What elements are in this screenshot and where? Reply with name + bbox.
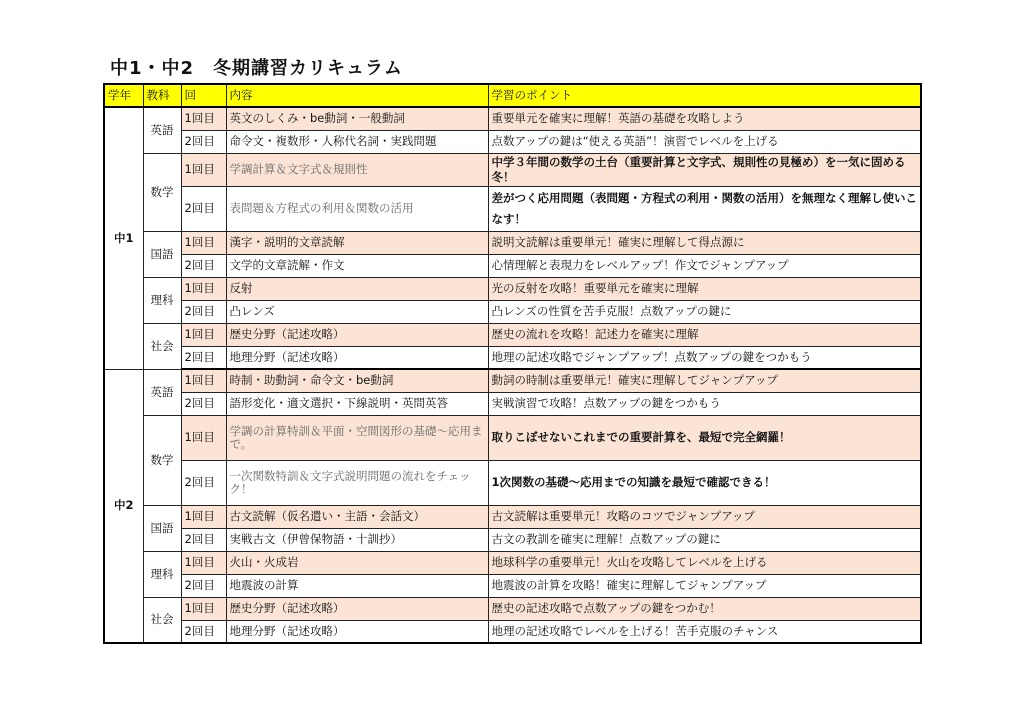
point-cell: 1次関数の基礎～応用までの知識を最短で確認できる！ xyxy=(488,460,921,505)
round-cell: 2回目 xyxy=(181,574,226,597)
header-row xyxy=(104,84,921,107)
point-cell: 地震波の計算を攻略！確実に理解してジャンプアップ xyxy=(488,574,921,597)
table-row xyxy=(104,392,921,415)
table-row xyxy=(104,107,921,130)
table-row xyxy=(104,460,921,505)
table-row xyxy=(104,551,921,574)
content-cell: 凸レンズ xyxy=(226,300,488,323)
table-row xyxy=(104,300,921,323)
point-cell: 古文の教訓を確実に理解！点数アップの鍵に xyxy=(488,528,921,551)
content-cell: 漢字・説明的文章読解 xyxy=(226,231,488,254)
round-cell: 2回目 xyxy=(181,186,226,231)
content-cell: 地理分野（記述攻略） xyxy=(226,346,488,369)
content-cell: 歴史分野（記述攻略） xyxy=(226,597,488,620)
point-cell: 説明文読解は重要単元！確実に理解して得点源に xyxy=(488,231,921,254)
round-cell: 1回目 xyxy=(181,597,226,620)
round-cell: 1回目 xyxy=(181,369,226,392)
header-grade: 学年 xyxy=(104,84,143,107)
point-cell: 光の反射を攻略！重要単元を確実に理解 xyxy=(488,277,921,300)
subject-cell: 数学 xyxy=(143,415,181,505)
subject-cell: 社会 xyxy=(143,597,181,643)
content-cell: 英文のしくみ・be動詞・一般動詞 xyxy=(226,107,488,130)
round-cell: 1回目 xyxy=(181,107,226,130)
round-cell: 2回目 xyxy=(181,346,226,369)
page-title: 中1・中2 冬期講習カリキュラム xyxy=(110,58,403,79)
round-cell: 2回目 xyxy=(181,620,226,643)
content-cell: 地理分野（記述攻略） xyxy=(226,620,488,643)
table-row xyxy=(104,130,921,153)
table-row xyxy=(104,620,921,643)
header-subject: 教科 xyxy=(143,84,181,107)
subject-cell: 英語 xyxy=(143,107,181,153)
table-row xyxy=(104,346,921,369)
table-row xyxy=(104,415,921,460)
point-cell: 中学３年間の数学の土台（重要計算と文字式、規則性の見極め）を一気に固める冬！ xyxy=(488,153,921,186)
content-cell: 表問題＆方程式の利用＆関数の活用 xyxy=(226,186,488,231)
point-cell: 地理の記述攻略でレベルを上げる！苦手克服のチャンス xyxy=(488,620,921,643)
round-cell: 1回目 xyxy=(181,277,226,300)
table-row xyxy=(104,186,921,231)
content-cell: 一次関数特訓＆文字式説明問題の流れをチェック！ xyxy=(226,460,488,505)
content-cell: 命令文・複数形・人称代名詞・実践問題 xyxy=(226,130,488,153)
point-cell: 点数アップの鍵は“使える英語”！演習でレベルを上げる xyxy=(488,130,921,153)
table-row xyxy=(104,505,921,528)
header-content: 内容 xyxy=(226,84,488,107)
round-cell: 2回目 xyxy=(181,460,226,505)
subject-cell: 国語 xyxy=(143,505,181,551)
round-cell: 1回目 xyxy=(181,415,226,460)
point-cell: 取りこぼせないこれまでの重要計算を、最短で完全網羅！ xyxy=(488,415,921,460)
content-cell: 学調計算＆文字式＆規則性 xyxy=(226,153,488,186)
table-row xyxy=(104,323,921,346)
point-cell: 実戦演習で攻略！点数アップの鍵をつかもう xyxy=(488,392,921,415)
content-cell: 実戦古文（伊曾保物語・十訓抄） xyxy=(226,528,488,551)
table-row xyxy=(104,277,921,300)
point-cell: 古文読解は重要単元！攻略のコツでジャンプアップ xyxy=(488,505,921,528)
content-cell: 時制・助動詞・命令文・be動詞 xyxy=(226,369,488,392)
table-row xyxy=(104,254,921,277)
round-cell: 1回目 xyxy=(181,551,226,574)
point-cell: 歴史の記述攻略で点数アップの鍵をつかむ！ xyxy=(488,597,921,620)
content-cell: 火山・火成岩 xyxy=(226,551,488,574)
subject-cell: 数学 xyxy=(143,153,181,231)
header-point: 学習のポイント xyxy=(488,84,921,107)
point-cell: 地理の記述攻略でジャンプアップ！点数アップの鍵をつかもう xyxy=(488,346,921,369)
round-cell: 1回目 xyxy=(181,505,226,528)
round-cell: 2回目 xyxy=(181,392,226,415)
content-cell: 反射 xyxy=(226,277,488,300)
table-row xyxy=(104,153,921,186)
point-cell: 歴史の流れを攻略！記述力を確実に理解 xyxy=(488,323,921,346)
grade-cell-chu2: 中2 xyxy=(104,369,143,643)
round-cell: 2回目 xyxy=(181,528,226,551)
round-cell: 1回目 xyxy=(181,231,226,254)
table-row xyxy=(104,597,921,620)
header-round: 回 xyxy=(181,84,226,107)
content-cell: 歴史分野（記述攻略） xyxy=(226,323,488,346)
point-cell: 差がつく応用問題（表問題・方程式の利用・関数の活用）を無理なく理解し使いこなす！ xyxy=(488,186,921,231)
round-cell: 2回目 xyxy=(181,130,226,153)
point-cell: 地球科学の重要単元！火山を攻略してレベルを上げる xyxy=(488,551,921,574)
point-cell: 心情理解と表現力をレベルアップ！作文でジャンプアップ xyxy=(488,254,921,277)
content-cell: 文学的文章読解・作文 xyxy=(226,254,488,277)
table-row xyxy=(104,369,921,392)
subject-cell: 理科 xyxy=(143,277,181,323)
grade-cell-chu1: 中1 xyxy=(104,107,143,369)
curriculum-table xyxy=(103,83,922,644)
table-row xyxy=(104,528,921,551)
content-cell: 地震波の計算 xyxy=(226,574,488,597)
subject-cell: 英語 xyxy=(143,369,181,415)
point-cell: 重要単元を確実に理解！英語の基礎を攻略しよう xyxy=(488,107,921,130)
round-cell: 1回目 xyxy=(181,323,226,346)
round-cell: 2回目 xyxy=(181,254,226,277)
subject-cell: 国語 xyxy=(143,231,181,277)
content-cell: 古文読解（仮名遣い・主語・会話文） xyxy=(226,505,488,528)
point-cell: 動詞の時制は重要単元！確実に理解してジャンプアップ xyxy=(488,369,921,392)
content-cell: 学調の計算特訓＆平面・空間図形の基礎～応用まで。 xyxy=(226,415,488,460)
content-cell: 語形変化・適文選択・下線説明・英問英答 xyxy=(226,392,488,415)
subject-cell: 理科 xyxy=(143,551,181,597)
round-cell: 1回目 xyxy=(181,153,226,186)
point-cell: 凸レンズの性質を苦手克服！点数アップの鍵に xyxy=(488,300,921,323)
round-cell: 2回目 xyxy=(181,300,226,323)
table-row xyxy=(104,574,921,597)
subject-cell: 社会 xyxy=(143,323,181,369)
table-row xyxy=(104,231,921,254)
